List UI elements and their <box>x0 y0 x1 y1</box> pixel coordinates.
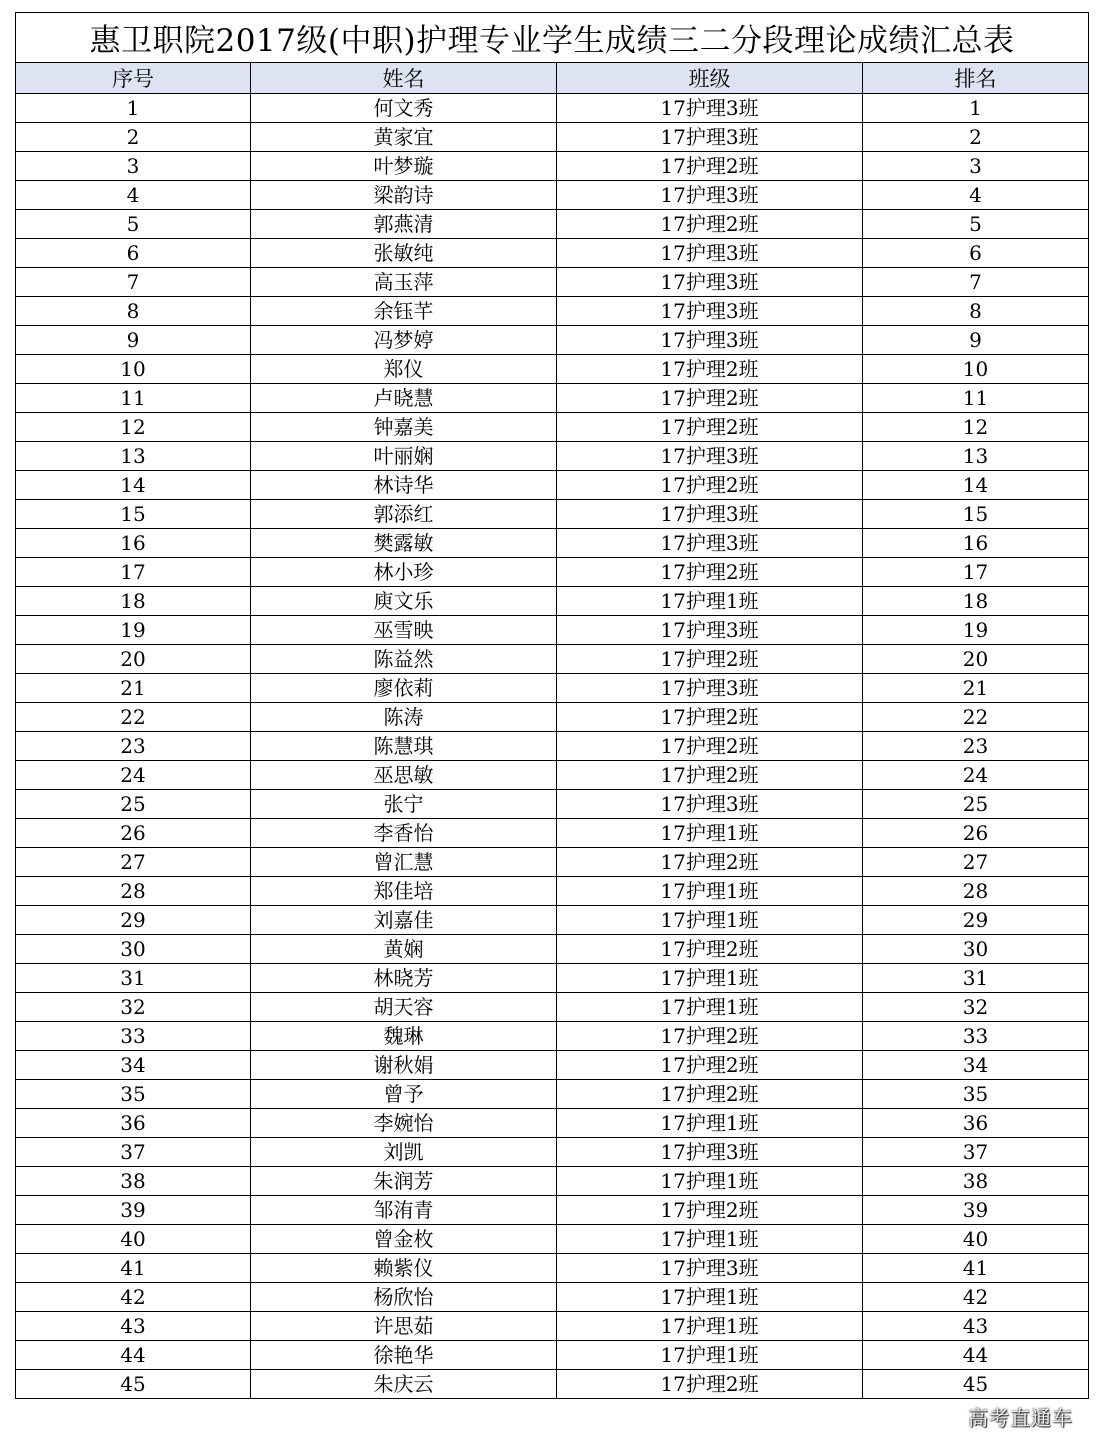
table-row <box>16 1312 1089 1341</box>
table-row <box>16 1022 1089 1051</box>
cell-rank: 6 <box>863 239 1089 268</box>
cell-name: 郑佳培 <box>251 877 557 906</box>
table-row <box>16 819 1089 848</box>
cell-rank: 28 <box>863 877 1089 906</box>
cell-name: 陈益然 <box>251 645 557 674</box>
cell-class: 17护理2班 <box>557 645 863 674</box>
cell-rank: 34 <box>863 1051 1089 1080</box>
table-row <box>16 123 1089 152</box>
cell-index: 42 <box>16 1283 251 1312</box>
table-row <box>16 703 1089 732</box>
cell-index: 11 <box>16 384 251 413</box>
cell-class: 17护理1班 <box>557 587 863 616</box>
cell-class: 17护理3班 <box>557 674 863 703</box>
cell-index: 24 <box>16 761 251 790</box>
cell-index: 39 <box>16 1196 251 1225</box>
table-row <box>16 355 1089 384</box>
table-row <box>16 500 1089 529</box>
cell-rank: 4 <box>863 181 1089 210</box>
cell-rank: 41 <box>863 1254 1089 1283</box>
table-row <box>16 558 1089 587</box>
table-row <box>16 413 1089 442</box>
cell-rank: 23 <box>863 732 1089 761</box>
table-row <box>16 210 1089 239</box>
cell-rank: 1 <box>863 94 1089 123</box>
cell-index: 5 <box>16 210 251 239</box>
cell-rank: 19 <box>863 616 1089 645</box>
cell-name: 张宁 <box>251 790 557 819</box>
cell-index: 7 <box>16 268 251 297</box>
cell-index: 33 <box>16 1022 251 1051</box>
cell-class: 17护理2班 <box>557 413 863 442</box>
cell-class: 17护理2班 <box>557 210 863 239</box>
cell-index: 25 <box>16 790 251 819</box>
cell-class: 17护理2班 <box>557 1051 863 1080</box>
cell-rank: 22 <box>863 703 1089 732</box>
cell-rank: 30 <box>863 935 1089 964</box>
watermark: 高考直通车 <box>968 1406 1073 1430</box>
cell-name: 刘凯 <box>251 1138 557 1167</box>
cell-name: 余钰芊 <box>251 297 557 326</box>
cell-rank: 33 <box>863 1022 1089 1051</box>
cell-index: 19 <box>16 616 251 645</box>
cell-name: 卢晓慧 <box>251 384 557 413</box>
cell-rank: 13 <box>863 442 1089 471</box>
cell-name: 张敏纯 <box>251 239 557 268</box>
cell-rank: 15 <box>863 500 1089 529</box>
cell-class: 17护理2班 <box>557 355 863 384</box>
cell-rank: 40 <box>863 1225 1089 1254</box>
table-row <box>16 94 1089 123</box>
score-sheet <box>15 12 1088 1399</box>
cell-class: 17护理2班 <box>557 703 863 732</box>
cell-class: 17护理1班 <box>557 1225 863 1254</box>
cell-name: 曾金枚 <box>251 1225 557 1254</box>
cell-class: 17护理1班 <box>557 1283 863 1312</box>
table-row <box>16 529 1089 558</box>
cell-index: 43 <box>16 1312 251 1341</box>
table-row <box>16 848 1089 877</box>
table-row <box>16 239 1089 268</box>
cell-rank: 3 <box>863 152 1089 181</box>
table-row <box>16 181 1089 210</box>
cell-index: 36 <box>16 1109 251 1138</box>
cell-class: 17护理3班 <box>557 500 863 529</box>
table-row <box>16 1138 1089 1167</box>
cell-class: 17护理3班 <box>557 268 863 297</box>
cell-index: 44 <box>16 1341 251 1370</box>
table-row <box>16 1109 1089 1138</box>
cell-index: 31 <box>16 964 251 993</box>
cell-name: 高玉萍 <box>251 268 557 297</box>
cell-name: 朱庆云 <box>251 1370 557 1399</box>
cell-index: 9 <box>16 326 251 355</box>
table-row <box>16 877 1089 906</box>
cell-name: 赖紫仪 <box>251 1254 557 1283</box>
cell-class: 17护理2班 <box>557 152 863 181</box>
cell-class: 17护理3班 <box>557 442 863 471</box>
cell-rank: 11 <box>863 384 1089 413</box>
cell-name: 廖依莉 <box>251 674 557 703</box>
cell-index: 2 <box>16 123 251 152</box>
cell-name: 林诗华 <box>251 471 557 500</box>
cell-name: 钟嘉美 <box>251 413 557 442</box>
cell-class: 17护理1班 <box>557 1167 863 1196</box>
table-row <box>16 761 1089 790</box>
cell-rank: 26 <box>863 819 1089 848</box>
cell-rank: 18 <box>863 587 1089 616</box>
cell-name: 林小珍 <box>251 558 557 587</box>
cell-rank: 10 <box>863 355 1089 384</box>
cell-name: 黄娴 <box>251 935 557 964</box>
cell-class: 17护理2班 <box>557 384 863 413</box>
cell-class: 17护理1班 <box>557 993 863 1022</box>
cell-rank: 45 <box>863 1370 1089 1399</box>
cell-rank: 7 <box>863 268 1089 297</box>
cell-rank: 2 <box>863 123 1089 152</box>
cell-name: 谢秋娟 <box>251 1051 557 1080</box>
cell-name: 李香怡 <box>251 819 557 848</box>
cell-class: 17护理2班 <box>557 1370 863 1399</box>
cell-rank: 29 <box>863 906 1089 935</box>
cell-rank: 25 <box>863 790 1089 819</box>
cell-name: 樊露敏 <box>251 529 557 558</box>
table-row <box>16 674 1089 703</box>
table-body <box>16 94 1089 1399</box>
cell-index: 21 <box>16 674 251 703</box>
table-row <box>16 1254 1089 1283</box>
cell-class: 17护理1班 <box>557 906 863 935</box>
cell-class: 17护理2班 <box>557 732 863 761</box>
cell-index: 40 <box>16 1225 251 1254</box>
cell-name: 曾汇慧 <box>251 848 557 877</box>
cell-name: 郭添红 <box>251 500 557 529</box>
table-row <box>16 1283 1089 1312</box>
cell-index: 30 <box>16 935 251 964</box>
cell-class: 17护理2班 <box>557 471 863 500</box>
score-table <box>15 12 1089 1399</box>
cell-rank: 35 <box>863 1080 1089 1109</box>
cell-name: 杨欣怡 <box>251 1283 557 1312</box>
cell-class: 17护理3班 <box>557 1138 863 1167</box>
cell-name: 梁韵诗 <box>251 181 557 210</box>
cell-index: 14 <box>16 471 251 500</box>
cell-name: 陈慧琪 <box>251 732 557 761</box>
cell-class: 17护理1班 <box>557 819 863 848</box>
cell-name: 冯梦婷 <box>251 326 557 355</box>
header-class: 班级 <box>557 63 863 94</box>
cell-name: 巫思敏 <box>251 761 557 790</box>
cell-class: 17护理2班 <box>557 558 863 587</box>
cell-class: 17护理3班 <box>557 297 863 326</box>
cell-index: 32 <box>16 993 251 1022</box>
cell-rank: 14 <box>863 471 1089 500</box>
cell-index: 6 <box>16 239 251 268</box>
cell-class: 17护理1班 <box>557 1312 863 1341</box>
cell-index: 41 <box>16 1254 251 1283</box>
cell-name: 林晓芳 <box>251 964 557 993</box>
table-row <box>16 732 1089 761</box>
cell-rank: 12 <box>863 413 1089 442</box>
cell-rank: 36 <box>863 1109 1089 1138</box>
table-row <box>16 964 1089 993</box>
cell-index: 34 <box>16 1051 251 1080</box>
cell-name: 曾予 <box>251 1080 557 1109</box>
cell-index: 35 <box>16 1080 251 1109</box>
table-row <box>16 1196 1089 1225</box>
cell-index: 12 <box>16 413 251 442</box>
cell-class: 17护理3班 <box>557 790 863 819</box>
cell-name: 陈涛 <box>251 703 557 732</box>
table-row <box>16 442 1089 471</box>
cell-name: 朱润芳 <box>251 1167 557 1196</box>
table-row <box>16 790 1089 819</box>
cell-class: 17护理2班 <box>557 1022 863 1051</box>
table-row <box>16 616 1089 645</box>
cell-index: 4 <box>16 181 251 210</box>
table-row <box>16 471 1089 500</box>
table-row <box>16 587 1089 616</box>
cell-rank: 42 <box>863 1283 1089 1312</box>
table-row <box>16 1167 1089 1196</box>
cell-class: 17护理2班 <box>557 761 863 790</box>
cell-name: 叶丽娴 <box>251 442 557 471</box>
cell-rank: 38 <box>863 1167 1089 1196</box>
cell-class: 17护理1班 <box>557 964 863 993</box>
cell-rank: 44 <box>863 1341 1089 1370</box>
cell-class: 17护理3班 <box>557 123 863 152</box>
cell-name: 刘嘉佳 <box>251 906 557 935</box>
cell-index: 37 <box>16 1138 251 1167</box>
table-row <box>16 1051 1089 1080</box>
cell-index: 18 <box>16 587 251 616</box>
cell-index: 16 <box>16 529 251 558</box>
cell-class: 17护理2班 <box>557 848 863 877</box>
table-row <box>16 993 1089 1022</box>
table-row <box>16 1370 1089 1399</box>
table-title: 惠卫职院2017级(中职)护理专业学生成绩三二分段理论成绩汇总表 <box>16 13 1089 63</box>
cell-rank: 8 <box>863 297 1089 326</box>
table-row <box>16 384 1089 413</box>
cell-index: 45 <box>16 1370 251 1399</box>
table-row <box>16 268 1089 297</box>
cell-class: 17护理3班 <box>557 94 863 123</box>
cell-class: 17护理2班 <box>557 1196 863 1225</box>
cell-rank: 32 <box>863 993 1089 1022</box>
cell-class: 17护理1班 <box>557 1109 863 1138</box>
cell-name: 许思茹 <box>251 1312 557 1341</box>
table-row <box>16 906 1089 935</box>
cell-class: 17护理3班 <box>557 239 863 268</box>
cell-rank: 43 <box>863 1312 1089 1341</box>
cell-class: 17护理3班 <box>557 181 863 210</box>
cell-name: 李婉怡 <box>251 1109 557 1138</box>
cell-class: 17护理3班 <box>557 326 863 355</box>
cell-name: 邹洧青 <box>251 1196 557 1225</box>
cell-rank: 20 <box>863 645 1089 674</box>
cell-rank: 17 <box>863 558 1089 587</box>
cell-class: 17护理1班 <box>557 877 863 906</box>
cell-index: 8 <box>16 297 251 326</box>
header-rank: 排名 <box>863 63 1089 94</box>
cell-name: 魏琳 <box>251 1022 557 1051</box>
cell-class: 17护理2班 <box>557 935 863 964</box>
table-row <box>16 1080 1089 1109</box>
cell-index: 10 <box>16 355 251 384</box>
cell-class: 17护理3班 <box>557 529 863 558</box>
cell-rank: 37 <box>863 1138 1089 1167</box>
cell-index: 3 <box>16 152 251 181</box>
cell-index: 38 <box>16 1167 251 1196</box>
table-row <box>16 152 1089 181</box>
cell-index: 22 <box>16 703 251 732</box>
cell-index: 26 <box>16 819 251 848</box>
cell-class: 17护理3班 <box>557 616 863 645</box>
table-row <box>16 297 1089 326</box>
table-row <box>16 1225 1089 1254</box>
cell-index: 27 <box>16 848 251 877</box>
header-index: 序号 <box>16 63 251 94</box>
cell-index: 23 <box>16 732 251 761</box>
cell-name: 何文秀 <box>251 94 557 123</box>
table-row <box>16 645 1089 674</box>
cell-rank: 9 <box>863 326 1089 355</box>
cell-name: 庾文乐 <box>251 587 557 616</box>
header-name: 姓名 <box>251 63 557 94</box>
cell-index: 29 <box>16 906 251 935</box>
cell-class: 17护理2班 <box>557 1080 863 1109</box>
cell-index: 15 <box>16 500 251 529</box>
cell-index: 20 <box>16 645 251 674</box>
cell-index: 28 <box>16 877 251 906</box>
table-row <box>16 1341 1089 1370</box>
cell-index: 13 <box>16 442 251 471</box>
cell-rank: 39 <box>863 1196 1089 1225</box>
table-row <box>16 326 1089 355</box>
cell-rank: 21 <box>863 674 1089 703</box>
cell-rank: 16 <box>863 529 1089 558</box>
table-row <box>16 935 1089 964</box>
cell-name: 郑仪 <box>251 355 557 384</box>
cell-rank: 27 <box>863 848 1089 877</box>
cell-name: 黄家宜 <box>251 123 557 152</box>
cell-class: 17护理1班 <box>557 1341 863 1370</box>
cell-name: 叶梦璇 <box>251 152 557 181</box>
cell-rank: 5 <box>863 210 1089 239</box>
cell-name: 徐艳华 <box>251 1341 557 1370</box>
cell-name: 胡天容 <box>251 993 557 1022</box>
cell-class: 17护理3班 <box>557 1254 863 1283</box>
cell-rank: 24 <box>863 761 1089 790</box>
cell-index: 1 <box>16 94 251 123</box>
cell-index: 17 <box>16 558 251 587</box>
header-row <box>16 63 1089 94</box>
cell-name: 巫雪映 <box>251 616 557 645</box>
cell-name: 郭燕清 <box>251 210 557 239</box>
cell-rank: 31 <box>863 964 1089 993</box>
